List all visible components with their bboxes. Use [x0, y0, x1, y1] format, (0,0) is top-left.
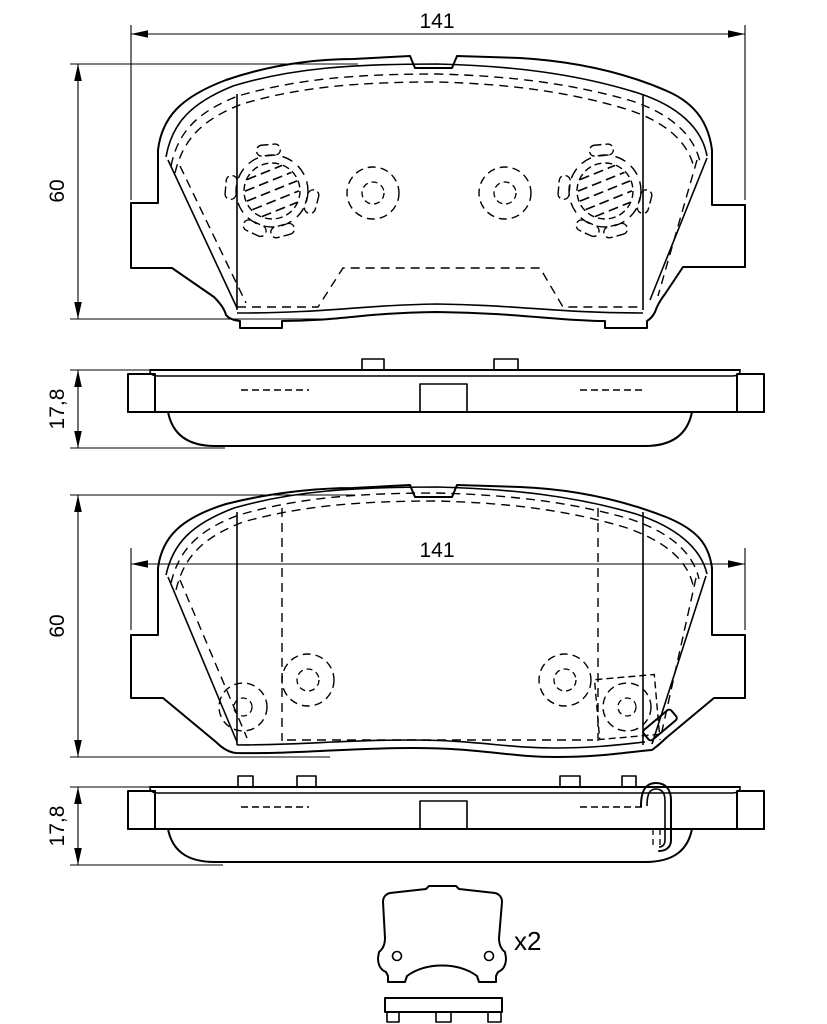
spring-clip-inner [647, 789, 665, 847]
shim-outline [378, 886, 506, 982]
arrowhead-right-icon [728, 30, 745, 38]
center-block [420, 384, 467, 412]
friction-block [168, 412, 692, 446]
backplate-tab [238, 776, 253, 787]
wear-boss-right [558, 144, 653, 239]
dim-width-front2-label: 141 [419, 539, 455, 562]
backplate-inner-edge [150, 371, 740, 376]
dimension-width-top [131, 10, 745, 200]
backplate-tab [494, 359, 518, 370]
dim-thickness-side1-label: 17,8 [46, 388, 69, 430]
arrowhead-down-icon [74, 431, 82, 448]
friction-top-edge [166, 64, 707, 157]
backplate-outline [131, 485, 745, 757]
backplate-tab [297, 776, 316, 787]
chamfer-left [168, 577, 237, 742]
chamfer-right [652, 576, 706, 744]
dim-thickness-side2-label: 17,8 [46, 805, 69, 847]
rivet-circle [282, 654, 334, 706]
shim-hole-left [393, 952, 402, 961]
chamfer-right [650, 158, 707, 300]
front-view-pad-2 [131, 485, 745, 757]
arrowhead-left-icon [131, 560, 148, 568]
bottom-hidden-trapezoid [237, 268, 643, 307]
dim-height-front2-label: 60 [46, 614, 69, 638]
arrowhead-down-icon [74, 740, 82, 757]
bar-tab [436, 1012, 451, 1022]
front-view-pad-1 [131, 56, 745, 328]
friction-block [168, 829, 692, 862]
rivet-circle-left [347, 167, 399, 219]
bar-tab [387, 1012, 399, 1022]
backplate-outline [131, 56, 745, 328]
arrowhead-right-icon [728, 560, 745, 568]
backplate-tab [362, 359, 384, 370]
arrowhead-left-icon [131, 30, 148, 38]
arrowhead-down-icon [74, 302, 82, 319]
dim-height-front1-label: 60 [46, 179, 69, 203]
backplate-tab [622, 776, 636, 787]
dim-width-top-label: 141 [419, 10, 455, 33]
wear-indicator-clip [642, 708, 678, 741]
chamfer-right-hidden [660, 578, 696, 740]
side-view-pad-1 [128, 359, 764, 446]
bar-tab [488, 1012, 501, 1022]
bottom-inner-edge [237, 740, 645, 748]
center-block [420, 801, 467, 829]
arrowhead-up-icon [74, 370, 82, 387]
abutment-block-left [128, 791, 155, 829]
rivet-circle [219, 683, 267, 731]
bar-body [385, 998, 502, 1012]
rivet-circle-right [479, 167, 531, 219]
rivet-circle [539, 654, 591, 706]
abutment-block-right [737, 374, 764, 412]
shim-hole-right [485, 952, 494, 961]
friction-hidden-arc-1 [171, 493, 699, 583]
shim-quantity-label: x2 [514, 926, 542, 956]
abutment-block-right [737, 791, 764, 829]
arrowhead-up-icon [74, 495, 82, 512]
dimension-thickness-side2 [46, 787, 270, 865]
mounting-bar [385, 998, 502, 1022]
arrowhead-down-icon [74, 848, 82, 865]
backplate-tab [560, 776, 580, 787]
dimension-height-front2 [46, 495, 355, 757]
accessory-shim [378, 886, 541, 1022]
abutment-block-left [128, 374, 155, 412]
dimension-thickness-side1 [46, 370, 225, 448]
sensor-hidden-square [595, 675, 660, 740]
side-view-pad-2 [128, 776, 764, 862]
arrowhead-up-icon [74, 787, 82, 804]
arrowhead-up-icon [74, 64, 82, 81]
wear-boss-left [225, 144, 320, 239]
friction-hidden-arc-2 [175, 82, 694, 173]
dimension-width-front2 [131, 539, 745, 630]
